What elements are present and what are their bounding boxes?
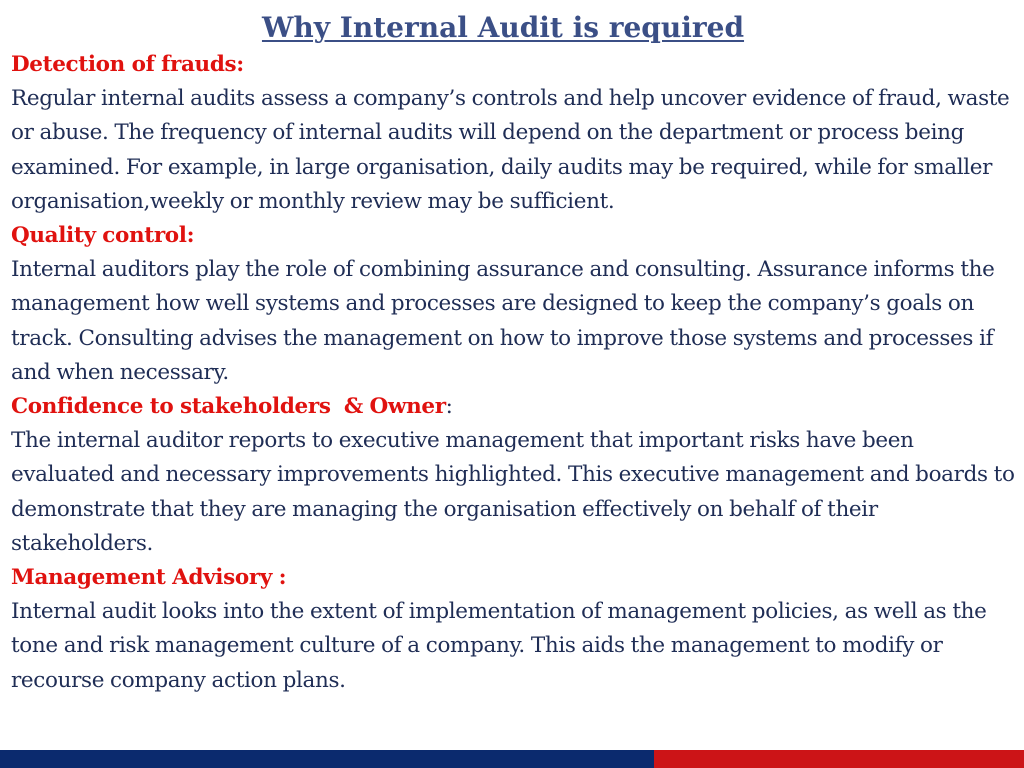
section-heading-suffix: : <box>445 394 453 420</box>
section-heading-text: Quality control: <box>11 223 195 249</box>
footer-blue-stripe <box>0 750 654 768</box>
section-heading-management-advisory <box>11 561 1021 595</box>
slide-content <box>11 48 1021 698</box>
section-body-management-advisory: Internal audit looks into the extent of implementation of management policies, as well as the tone and risk management culture of a company. This aids the management to modify or recourse company action plans. <box>11 599 987 693</box>
section-body-detection-of-frauds: Regular internal audits assess a company’s controls and help uncover evidence of fraud, waste or abuse. The frequency of internal audits will depend on the department or process being examined. For example, in large organisation, daily audits may be required, while for smaller organisation,weekly or monthly review may be sufficient. <box>11 86 1010 214</box>
slide-title: Why Internal Audit is required <box>261 11 745 44</box>
section-heading-text: Detection of frauds: <box>11 52 244 77</box>
section-body-confidence-to-stakeholders: The internal auditor reports to executive management that important risks have been evaluated and necessary improvements highlighted. This executive management and boards to demonstrate that they are managing the organisation effectively on behalf of their stakeholders. <box>11 428 1015 556</box>
footer-red-stripe <box>654 750 1024 768</box>
footer-bar <box>0 750 1024 768</box>
section-heading-text: Confidence to stakeholders & Owner <box>11 394 446 420</box>
section-heading-detection-of-frauds <box>11 48 1021 82</box>
section-heading-confidence-to-stakeholders <box>11 390 1021 424</box>
section-heading-text: Management Advisory : <box>11 565 287 591</box>
section-heading-quality-control <box>11 219 1021 253</box>
section-body-quality-control: Internal auditors play the role of combining assurance and consulting. Assurance informs the management how well systems and processes are designed to keep the company’s goals on track. Consulting advises the management on how to improve those systems and processes if and when necessary. <box>11 257 995 385</box>
